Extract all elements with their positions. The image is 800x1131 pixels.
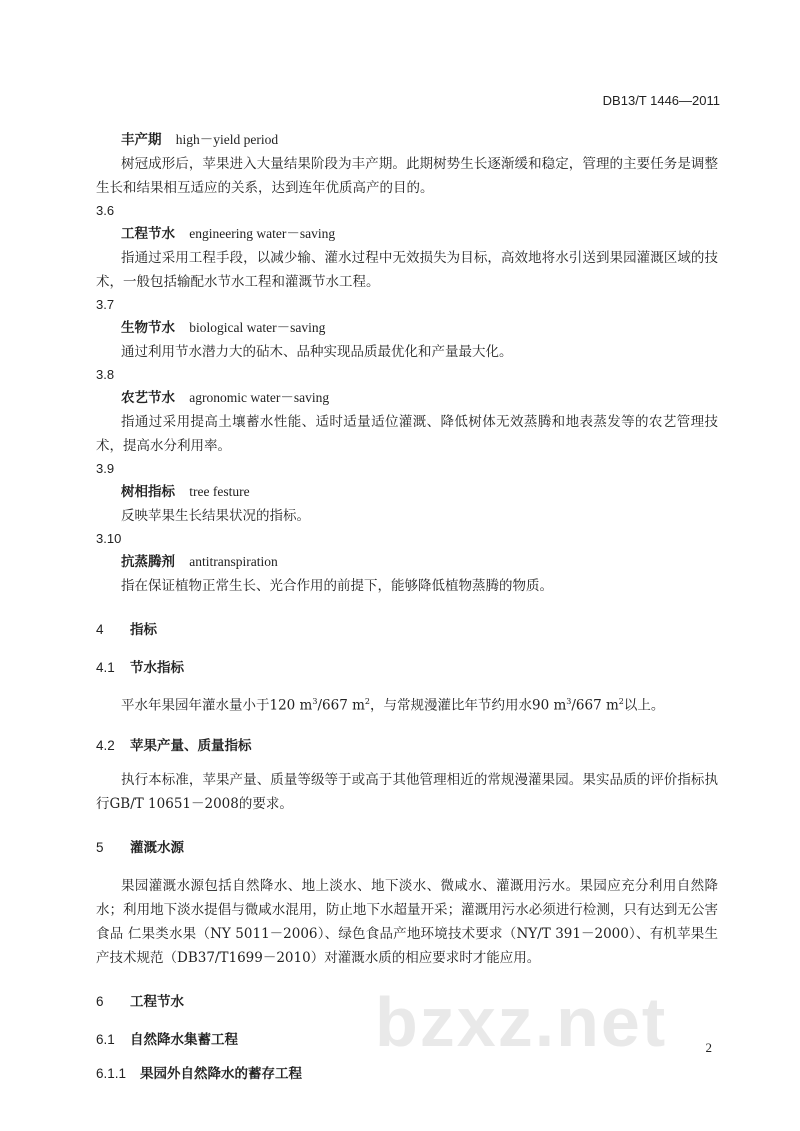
term-en: agronomic water－saving xyxy=(189,390,330,405)
subsection-title: 苹果产量、质量指标 xyxy=(130,737,252,754)
term-cn: 树相指标 xyxy=(121,484,175,500)
section-title: 工程节水 xyxy=(130,993,184,1010)
section-number: 4 xyxy=(96,622,104,637)
term-cn: 农艺节水 xyxy=(121,390,175,406)
term-en: high－yield period xyxy=(175,132,279,147)
paragraph: 执行本标准，苹果产量、质量等级等于或高于其他管理相近的常规漫灌果园。果实品质的评价指标执行GB/T 10651－2008的要求。 xyxy=(96,771,718,812)
section-heading xyxy=(96,618,718,638)
term-entry xyxy=(96,528,718,598)
term-heading xyxy=(96,316,718,340)
term-cn: 工程节水 xyxy=(121,226,175,242)
term-en: tree festure xyxy=(189,484,250,499)
subsection-title: 自然降水集蓄工程 xyxy=(130,1031,238,1048)
term-en: biological water－saving xyxy=(189,320,326,335)
subsubsection-title: 果园外自然降水的蓄存工程 xyxy=(140,1065,302,1082)
term-definition: 指通过采用提高土壤蓄水性能、适时适量适位灌溉、降低树体无效蒸腾和地表蒸发等的农艺管理技术，提高水分利用率。 xyxy=(96,414,718,454)
subsection-number: 4.2 xyxy=(96,737,115,753)
subsection-number: 4.1 xyxy=(96,660,115,675)
subsubsection-number: 6.1.1 xyxy=(96,1065,127,1081)
term-en: engineering water－saving xyxy=(189,226,336,241)
section-heading xyxy=(96,836,718,856)
superscript: 3 xyxy=(312,697,318,706)
page-number: 2 xyxy=(705,1040,712,1055)
term-heading xyxy=(96,550,718,574)
subsubsection-heading xyxy=(96,1062,718,1082)
subsection-heading xyxy=(96,734,718,754)
term-definition: 指通过采用工程手段，以减少输、灌水过程中无效损失为目标，高效地将水引送到果园灌溉区域的技术，一般包括输配水节水工程和灌溉节水工程。 xyxy=(96,250,718,290)
term-definition: 树冠成形后，苹果进入大量结果阶段为丰产期。此期树势生长逐渐缓和稳定，管理的主要任务是调整生长和结果相互适应的关系，达到连年优质高产的目的。 xyxy=(96,156,718,196)
term-heading xyxy=(96,128,718,152)
section-title: 灌溉水源 xyxy=(130,839,184,856)
text-run: 平水年果园年灌水量小于120 m xyxy=(121,697,313,714)
term-heading xyxy=(96,480,718,504)
superscript: 2 xyxy=(364,697,370,706)
subsection-heading xyxy=(96,656,718,676)
term-entry xyxy=(96,458,718,528)
term-entry xyxy=(96,364,718,458)
text-run: ，与常规漫灌比年节约用水90 m xyxy=(369,697,567,714)
term-en: antitranspiration xyxy=(189,554,278,569)
term-number: 3.10 xyxy=(96,531,122,546)
term-cn: 生物节水 xyxy=(121,320,175,336)
text-run: 以上。 xyxy=(623,697,665,714)
superscript: 2 xyxy=(618,697,624,706)
paragraph: 果园灌溉水源包括自然降水、地上淡水、地下淡水、微咸水、灌溉用污水。果园应充分利用自然降水；利用地下淡水提倡与微咸水混用，防止地下水超量开采；灌溉用污水必须进行检测，只有达到无公害食品 仁果类水果（NY 5011－2006）、绿色食品产地环境技术要求（NY/T 391－2000）、有机苹果生产技术规范（DB37/T1699－2010）对灌溉水质的相应要求时才能应用。 xyxy=(96,877,718,966)
term-definition: 指在保证植物正常生长、光合作用的前提下，能够降低植物蒸腾的物质。 xyxy=(121,578,553,594)
section-number: 5 xyxy=(96,839,104,855)
term-number: 3.6 xyxy=(96,203,115,218)
section-number: 6 xyxy=(96,993,104,1009)
watermark: bzxz.net xyxy=(375,983,668,1061)
term-entry xyxy=(96,128,718,200)
term-definition: 反映苹果生长结果状况的指标。 xyxy=(121,508,310,524)
term-heading xyxy=(96,386,718,410)
subsection-title: 节水指标 xyxy=(130,660,184,676)
term-heading xyxy=(96,222,718,246)
term-cn: 丰产期 xyxy=(121,132,162,148)
text-run: /667 m xyxy=(317,697,365,714)
paragraph xyxy=(96,690,718,718)
term-number: 3.9 xyxy=(96,461,115,476)
term-entry xyxy=(96,294,718,364)
term-definition: 通过利用节水潜力大的砧木、品种实现品质最优化和产量最大化。 xyxy=(121,344,513,360)
document-body xyxy=(96,128,718,1082)
term-entry xyxy=(96,200,718,294)
section-title: 指标 xyxy=(130,622,157,638)
standard-code: DB13/T 1446—2011 xyxy=(602,93,720,108)
subsection-number: 6.1 xyxy=(96,1031,115,1047)
term-cn: 抗蒸腾剂 xyxy=(121,554,175,570)
superscript: 3 xyxy=(566,697,572,706)
text-run: /667 m xyxy=(571,697,619,714)
term-number: 3.8 xyxy=(96,367,115,382)
term-number: 3.7 xyxy=(96,297,115,312)
